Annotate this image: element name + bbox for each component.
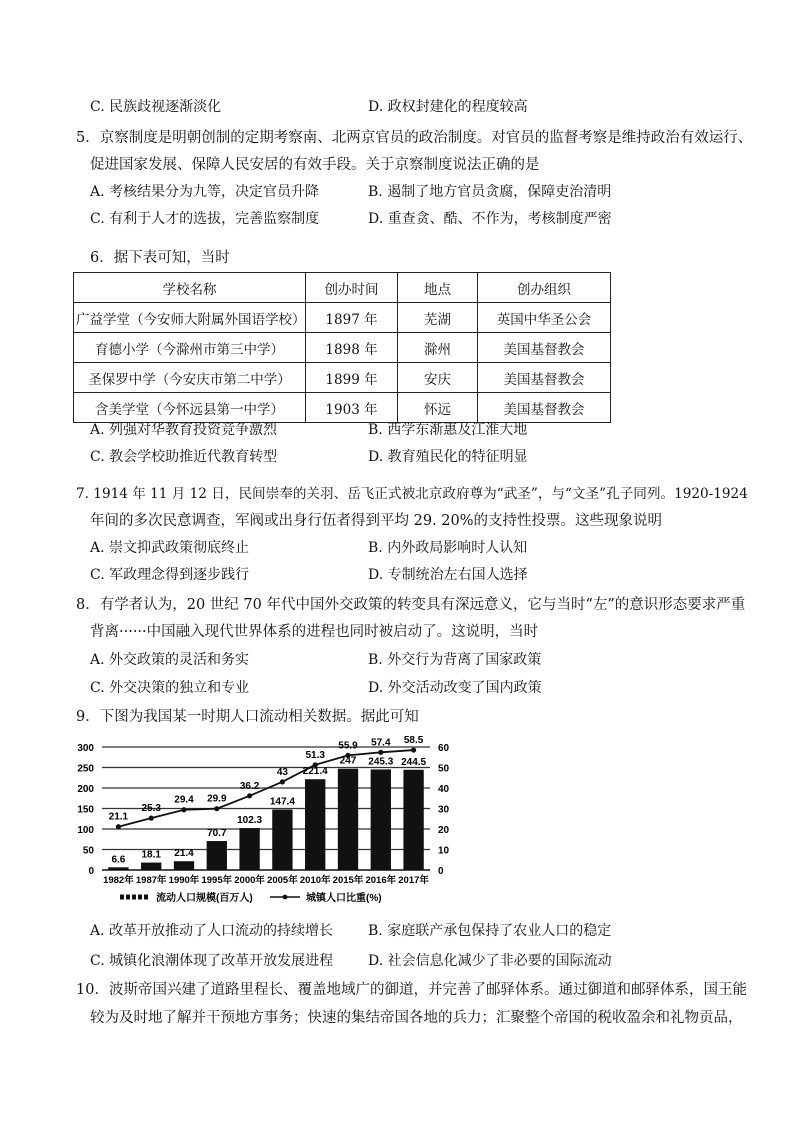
bar: [403, 770, 423, 870]
line-value-label: 43: [276, 766, 288, 778]
bar-value-label: 18.1: [141, 849, 161, 861]
line-value-label: 57.4: [371, 737, 391, 749]
x-tick-label: 1990年: [168, 875, 200, 886]
table-row: [74, 393, 611, 423]
table-cell: 1899 年: [306, 363, 398, 393]
line-value-label: 36.2: [239, 780, 260, 792]
table-cell: 美国基督教会: [478, 393, 611, 423]
left-tick-label: 50: [82, 845, 94, 857]
line-value-label: 29.4: [174, 794, 194, 806]
x-tick-label: 2000年: [234, 875, 265, 886]
q7-option-c: C. 军政理念得到逐步践行: [90, 567, 250, 583]
x-tick-label: 2010年: [299, 875, 331, 886]
table-cell: 圣保罗中学（今安庆市第二中学）: [74, 363, 306, 393]
q9-option-b: B. 家庭联产承包保持了农业人口的稳定: [368, 923, 612, 939]
right-tick-label: 30: [438, 804, 450, 816]
table-cell: 育德小学（今滁州市第三中学）: [74, 333, 306, 363]
q5-option-b: B. 遏制了地方官员贪腐，保障吏治清明: [368, 184, 612, 200]
line-point: [280, 779, 285, 784]
q10-stem-line2: 较为及时地了解并干预地方事务；快速的集结帝国各地的兵力；汇聚整个帝国的税收盈余和礼物贡品，: [90, 1010, 743, 1026]
x-tick-label: 2016年: [365, 875, 397, 886]
legend-bar-label: 流动人口规模(百万人): [156, 893, 253, 904]
q9-option-c: C. 城镇化浪潮体现了改革开放发展进程: [90, 953, 334, 969]
q8-option-a: A. 外交政策的灵活和务实: [90, 652, 250, 668]
left-tick-label: 250: [77, 763, 94, 775]
q10-stem-line1: 10．波斯帝国兴建了道路里程长、覆盖地域广的御道，并完善了邮驿体系。通过御道和邮驿体系，国王能: [76, 982, 747, 998]
school-table: [73, 272, 611, 423]
q5-option-d: D. 重查贪、酷、不作为，考核制度严密: [368, 211, 612, 227]
bar: [141, 863, 161, 870]
x-tick-label: 1995年: [201, 875, 233, 886]
bar-value-label: 245.3: [368, 756, 394, 768]
bar: [207, 841, 227, 870]
population-chart: [0, 725, 800, 925]
table-cell: 滁州: [398, 333, 478, 363]
q9-option-d: D. 社会信息化减少了非必要的国际流动: [368, 953, 612, 969]
x-tick-label: 2015年: [332, 875, 364, 886]
table-cell: 怀远: [398, 393, 478, 423]
q5-option-c: C. 有利于人才的选拔，完善监察制度: [90, 211, 320, 227]
legend-line-label: 城镇人口比重(%): [306, 893, 382, 904]
table-cell: 芜湖: [398, 303, 478, 333]
q8-option-d: D. 外交活动改变了国内政策: [368, 680, 542, 696]
table-cell: 1898 年: [306, 333, 398, 363]
q4-option-d: D. 政权封建化的程度较高: [368, 99, 528, 115]
bar-value-label: 147.4: [269, 796, 295, 808]
line-value-label: 21.1: [108, 811, 129, 823]
q8-stem-line1: 8．有学者认为，20 世纪 70 年代中国外交政策的转变具有深远意义，它与当时“左”的意识形态要求严重: [76, 597, 746, 613]
q8-option-b: B. 外交行为背离了国家政策: [368, 652, 542, 668]
table-cell: 安庆: [398, 363, 478, 393]
q7-option-d: D. 专制统治左右国人选择: [368, 567, 528, 583]
line-point: [247, 793, 252, 798]
table-row: [74, 333, 611, 363]
table-cell: 1903 年: [306, 393, 398, 423]
bar: [272, 810, 292, 870]
right-tick-label: 50: [438, 763, 450, 775]
line-point: [378, 750, 383, 755]
q9-stem: 9．下图为我国某一时期人口流动相关数据。据此可知: [76, 709, 419, 725]
right-tick-label: 60: [438, 743, 450, 754]
q6-stem: 6．据下表可知，当时: [90, 250, 230, 266]
q9-option-a: A. 改革开放推动了人口流动的持续增长: [90, 923, 334, 939]
table-header-cell: 学校名称: [74, 273, 306, 303]
x-tick-label: 2005年: [267, 875, 298, 886]
left-tick-label: 300: [77, 743, 94, 754]
bar-value-label: 244.5: [401, 756, 427, 768]
legend-line-marker: [283, 895, 288, 900]
bar: [338, 769, 358, 870]
q5-stem-line1: 5．京察制度是明朝创制的定期考察南、北两京官员的政治制度。对官员的监督考察是维持政治有效运行、: [76, 130, 753, 146]
q6-option-c: C. 教会学校助推近代教育转型: [90, 449, 278, 465]
q7-stem-line1: 7. 1914 年 11 月 12 日，民间崇奉的关羽、岳飞正式被北京政府尊为“武圣”，与“文圣”孔子同列。1920-1924: [76, 486, 748, 502]
table-header-row: [74, 273, 611, 303]
bar-value-label: 221.4: [302, 766, 328, 778]
left-tick-label: 150: [77, 804, 94, 816]
q6-option-d: D. 教育殖民化的特征明显: [368, 449, 528, 465]
q8-option-c: C. 外交决策的独立和专业: [90, 680, 250, 696]
line-value-label: 55.9: [338, 740, 358, 752]
table-cell: 含美学堂（今怀远县第一中学）: [74, 393, 306, 423]
line-value-label: 58.5: [403, 735, 424, 747]
bar: [239, 828, 259, 870]
q7-option-b: B. 内外政局影响时人认知: [368, 540, 528, 556]
table-cell: 1897 年: [306, 303, 398, 333]
table-row: [74, 363, 611, 393]
left-tick-label: 200: [77, 784, 94, 795]
table-header-cell: 创办组织: [478, 273, 611, 303]
q8-stem-line2: 背离······中国融入现代世界体系的进程也同时被启动了。这说明，当时: [90, 624, 539, 640]
bar: [305, 779, 325, 870]
x-tick-label: 2017年: [398, 875, 429, 886]
line-point: [411, 747, 416, 752]
right-tick-label: 10: [438, 845, 450, 857]
bar-value-label: 6.6: [111, 854, 126, 866]
right-tick-label: 0: [438, 866, 444, 877]
table-row: [74, 303, 611, 333]
line-value-label: 25.3: [141, 803, 161, 815]
bar-value-label: 21.4: [174, 848, 194, 860]
table-header-cell: 地点: [398, 273, 478, 303]
bar-value-label: 247: [339, 755, 357, 767]
left-tick-label: 0: [88, 866, 94, 877]
q7-option-a: A. 崇文抑武政策彻底终止: [90, 540, 250, 556]
line-point: [149, 816, 154, 821]
line-point: [116, 824, 121, 829]
left-tick-label: 100: [77, 825, 94, 836]
q5-stem-line2: 促进国家发展、保障人民安居的有效手段。关于京察制度说法正确的是: [90, 157, 540, 173]
q5-option-a: A. 考核结果分为九等，决定官员升降: [90, 184, 320, 200]
table-cell: 美国基督教会: [478, 333, 611, 363]
table-cell: 美国基督教会: [478, 363, 611, 393]
q4-option-c: C. 民族歧视逐渐淡化: [90, 99, 222, 115]
q7-stem-line2: 年间的多次民意调查，军阀或出身行伍者得到平均 29. 20%的支持性投票。这些现象说明: [90, 513, 663, 529]
line-value-label: 29.9: [207, 793, 227, 805]
table-header-cell: 创办时间: [306, 273, 398, 303]
bar-value-label: 102.3: [237, 815, 263, 827]
x-tick-label: 1982年: [103, 875, 134, 886]
bar: [371, 769, 391, 870]
right-tick-label: 40: [438, 784, 450, 795]
line-point: [181, 807, 186, 812]
q6-option-b: B. 西学东渐惠及江淮大地: [368, 422, 528, 438]
table-cell: 广益学堂（今安师大附属外国语学校）: [74, 303, 306, 333]
bar: [174, 861, 194, 870]
right-tick-label: 20: [438, 825, 450, 836]
line-point: [214, 806, 219, 811]
line-value-label: 51.3: [305, 749, 325, 761]
table-cell: 英国中华圣公会: [478, 303, 611, 333]
x-tick-label: 1987年: [135, 875, 167, 886]
bar-value-label: 70.7: [207, 828, 227, 840]
q6-option-a: A. 列强对华教育投资竞争激烈: [90, 422, 278, 438]
